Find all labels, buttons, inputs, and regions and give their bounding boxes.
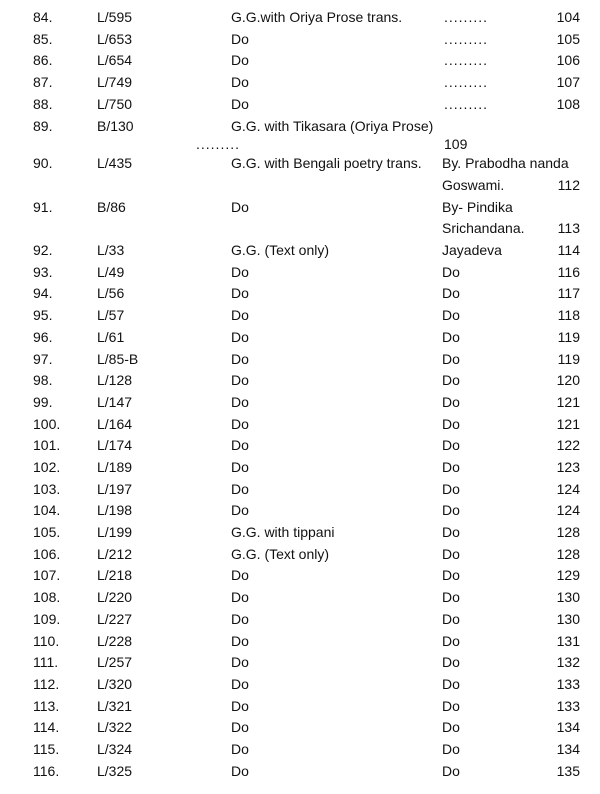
table-row: [0, 51, 600, 71]
entry-author-line2: Srichandana.: [442, 220, 525, 236]
entry-author: .........: [444, 31, 489, 47]
entry-number: 87.: [33, 74, 53, 90]
entry-number: 109.: [33, 611, 61, 627]
table-row: [0, 393, 600, 413]
entry-number: 112.: [33, 676, 60, 692]
entry-number: 93.: [33, 264, 53, 280]
table-row: [0, 328, 600, 348]
entry-author: Do: [442, 285, 460, 301]
entry-author: Do: [442, 307, 460, 323]
entry-title: Do: [231, 31, 249, 47]
table-row: [0, 30, 600, 50]
entry-number: 91.: [33, 199, 53, 215]
entry-number: 96.: [33, 329, 53, 345]
entry-code: L/128: [97, 372, 133, 388]
table-row: [0, 154, 600, 174]
entry-author: Do: [442, 676, 460, 692]
entry-author: Do: [442, 589, 460, 605]
entry-page: 122: [556, 437, 580, 453]
table-row: [0, 610, 600, 630]
entry-title: Do: [231, 589, 249, 605]
table-row: [0, 501, 600, 521]
table-row: [0, 718, 600, 738]
entry-title: Do: [231, 611, 249, 627]
entry-title: G.G. (Text only): [231, 546, 330, 562]
entry-code: L/61: [97, 329, 125, 345]
entry-number: 89.: [33, 118, 53, 134]
entry-title: Do: [231, 719, 249, 735]
entry-code: L/227: [97, 611, 133, 627]
entry-author: Do: [442, 741, 460, 757]
entry-author: Do: [442, 763, 460, 779]
entry-author: Do: [442, 719, 460, 735]
entry-title: Do: [231, 285, 249, 301]
entry-number: 92.: [33, 242, 53, 258]
table-row: [0, 566, 600, 586]
entry-title: G.G. with Tikasara (Oriya Prose): [231, 118, 434, 134]
entry-code: L/654: [97, 52, 133, 68]
entry-code: L/257: [97, 654, 133, 670]
table-row: [0, 436, 600, 456]
entry-title: Do: [231, 676, 249, 692]
entry-code: L/56: [97, 285, 125, 301]
table-row: [0, 632, 600, 652]
entry-code: L/749: [97, 74, 133, 90]
entry-page: 128: [556, 524, 580, 540]
entry-page: 124: [556, 481, 580, 497]
entry-code: L/198: [97, 502, 133, 518]
entry-page: 124: [556, 502, 580, 518]
entry-code: L/212: [97, 546, 133, 562]
entry-author: .........: [444, 96, 489, 112]
entry-code: L/595: [97, 9, 133, 25]
entry-page: 105: [556, 31, 580, 47]
entry-page: 104: [556, 9, 580, 25]
entry-author: Do: [442, 502, 460, 518]
table-row: [0, 675, 600, 695]
entry-author: By- Pindika: [442, 199, 513, 215]
entry-code: L/33: [97, 242, 125, 258]
entry-number: 98.: [33, 372, 53, 388]
entry-title: Do: [231, 481, 249, 497]
entry-page: 135: [556, 763, 580, 779]
entry-author: Do: [442, 654, 460, 670]
entry-page: 106: [556, 52, 580, 68]
entry-number: 104.: [33, 502, 61, 518]
table-row: [0, 480, 600, 500]
entry-title: G.G. with Bengali poetry trans.: [231, 155, 422, 171]
entry-title: Do: [231, 372, 249, 388]
entry-code: L/321: [97, 698, 133, 714]
entry-title: Do: [231, 199, 249, 215]
entry-title: Do: [231, 741, 249, 757]
entry-code: L/189: [97, 459, 133, 475]
entry-title: Do: [231, 416, 249, 432]
entry-page: 134: [556, 741, 580, 757]
entry-number: 99.: [33, 394, 53, 410]
entry-number: 90.: [33, 155, 53, 171]
entry-code: L/324: [97, 741, 133, 757]
entry-number: 103.: [33, 481, 61, 497]
entry-page: 131: [556, 633, 580, 649]
entry-title: G.G.with Oriya Prose trans.: [231, 9, 403, 25]
table-row: [0, 8, 600, 28]
entry-page: 117: [557, 285, 580, 301]
table-row: [0, 263, 600, 283]
entry-author: Do: [442, 633, 460, 649]
entry-author: .........: [444, 74, 489, 90]
table-row-continuation: [0, 176, 600, 196]
entry-title: Do: [231, 96, 249, 112]
entry-author: Do: [442, 459, 460, 475]
entry-number: 105.: [33, 524, 61, 540]
entry-author: .........: [444, 52, 489, 68]
entry-number: 115.: [33, 741, 60, 757]
table-row: [0, 458, 600, 478]
entry-title: Do: [231, 74, 249, 90]
table-row: [0, 117, 600, 137]
entry-title: Do: [231, 52, 249, 68]
entry-number: 100.: [33, 416, 61, 432]
entry-number: 86.: [33, 52, 53, 68]
entry-author: Do: [442, 329, 460, 345]
entry-page: 134: [556, 719, 580, 735]
entry-title: Do: [231, 763, 249, 779]
entry-code: L/199: [97, 524, 133, 540]
entry-page: 133: [556, 698, 580, 714]
entry-author: Do: [442, 481, 460, 497]
entry-author: Do: [442, 351, 460, 367]
entry-title: Do: [231, 351, 249, 367]
entry-page: 130: [556, 589, 580, 605]
entry-code: L/322: [97, 719, 133, 735]
entry-title: Do: [231, 307, 249, 323]
entry-code: L/197: [97, 481, 133, 497]
table-row: [0, 73, 600, 93]
entry-number: 94.: [33, 285, 53, 301]
entry-number: 95.: [33, 307, 53, 323]
entry-code: B/130: [97, 118, 134, 134]
entry-author: Jayadeva: [442, 242, 502, 258]
entry-number: 88.: [33, 96, 53, 112]
entry-title: Do: [231, 633, 249, 649]
table-row-continuation: [0, 219, 600, 239]
entry-page: 130: [556, 611, 580, 627]
entry-page: 132: [556, 654, 580, 670]
entry-code: L/320: [97, 676, 133, 692]
table-row: [0, 306, 600, 326]
entry-title: Do: [231, 698, 249, 714]
entry-code: L/218: [97, 567, 133, 583]
entry-page: 128: [556, 546, 580, 562]
entry-author-line2: Goswami.: [442, 177, 505, 193]
entry-author: .........: [444, 9, 489, 25]
entry-number: 110.: [33, 633, 60, 649]
entry-code: L/228: [97, 633, 133, 649]
entry-author: Do: [442, 264, 460, 280]
entry-author: Do: [442, 567, 460, 583]
entry-number: 97.: [33, 351, 53, 367]
entry-code: L/49: [97, 264, 125, 280]
entry-page: 120: [556, 372, 580, 388]
entry-number: 101.: [33, 437, 61, 453]
entry-number: 111.: [33, 654, 59, 670]
table-row: [0, 415, 600, 435]
table-row: [0, 241, 600, 261]
entry-number: 102.: [33, 459, 61, 475]
entry-title: Do: [231, 437, 249, 453]
entry-title: G.G. (Text only): [231, 242, 330, 258]
entry-title: Do: [231, 394, 249, 410]
table-row: [0, 350, 600, 370]
entry-author: By. Prabodha nanda: [442, 155, 569, 171]
entry-author: Do: [442, 394, 460, 410]
entry-page: 133: [556, 676, 580, 692]
entry-page: 119: [557, 351, 580, 367]
entry-page: 109: [444, 136, 468, 152]
entry-title: Do: [231, 264, 249, 280]
entry-code: L/750: [97, 96, 133, 112]
entry-number: 107.: [33, 567, 61, 583]
entry-page: 119: [557, 329, 580, 345]
entry-author: Do: [442, 372, 460, 388]
entry-code: L/653: [97, 31, 133, 47]
table-row: [0, 697, 600, 717]
entry-page: 129: [556, 567, 580, 583]
entry-code: L/325: [97, 763, 133, 779]
entry-title: Do: [231, 329, 249, 345]
entry-title: Do: [231, 654, 249, 670]
entry-page: 107: [556, 74, 580, 90]
entry-code: L/57: [97, 307, 125, 323]
entry-code: L/85-B: [97, 351, 139, 367]
table-row: [0, 588, 600, 608]
entry-code: L/220: [97, 589, 133, 605]
entry-author: Do: [442, 611, 460, 627]
entry-code: B/86: [97, 199, 126, 215]
entry-number: 114.: [33, 719, 60, 735]
table-row: [0, 371, 600, 391]
entry-code: L/164: [97, 416, 133, 432]
entry-title: Do: [231, 567, 249, 583]
table-row: [0, 198, 600, 218]
table-row: [0, 95, 600, 115]
table-row: [0, 545, 600, 565]
entry-number: 113.: [33, 698, 60, 714]
entry-page: 112: [557, 177, 580, 193]
table-row: [0, 653, 600, 673]
entry-page: 114: [557, 242, 580, 258]
entry-author: Do: [442, 416, 460, 432]
entry-code: L/174: [97, 437, 133, 453]
entry-code: L/147: [97, 394, 133, 410]
entry-number: 84.: [33, 9, 53, 25]
entry-page: 108: [556, 96, 580, 112]
entry-author: Do: [442, 546, 460, 562]
entry-number: 106.: [33, 546, 61, 562]
entry-code: L/435: [97, 155, 133, 171]
entry-page: 123: [556, 459, 580, 475]
entry-number: 108.: [33, 589, 61, 605]
entry-author: .........: [196, 136, 241, 152]
entry-page: 118: [557, 307, 580, 323]
table-row: [0, 740, 600, 760]
table-row: [0, 762, 600, 782]
table-row-continuation: [0, 135, 600, 155]
entry-page: 121: [556, 416, 580, 432]
entry-author: Do: [442, 437, 460, 453]
entry-page: 116: [557, 264, 580, 280]
entry-page: 113: [557, 220, 580, 236]
table-row: [0, 284, 600, 304]
entry-number: 116.: [33, 763, 60, 779]
entry-author: Do: [442, 524, 460, 540]
entry-title: Do: [231, 459, 249, 475]
entry-title: Do: [231, 502, 249, 518]
entry-page: 121: [556, 394, 580, 410]
entry-title: G.G. with tippani: [231, 524, 335, 540]
table-row: [0, 523, 600, 543]
entry-number: 85.: [33, 31, 53, 47]
entry-author: Do: [442, 698, 460, 714]
